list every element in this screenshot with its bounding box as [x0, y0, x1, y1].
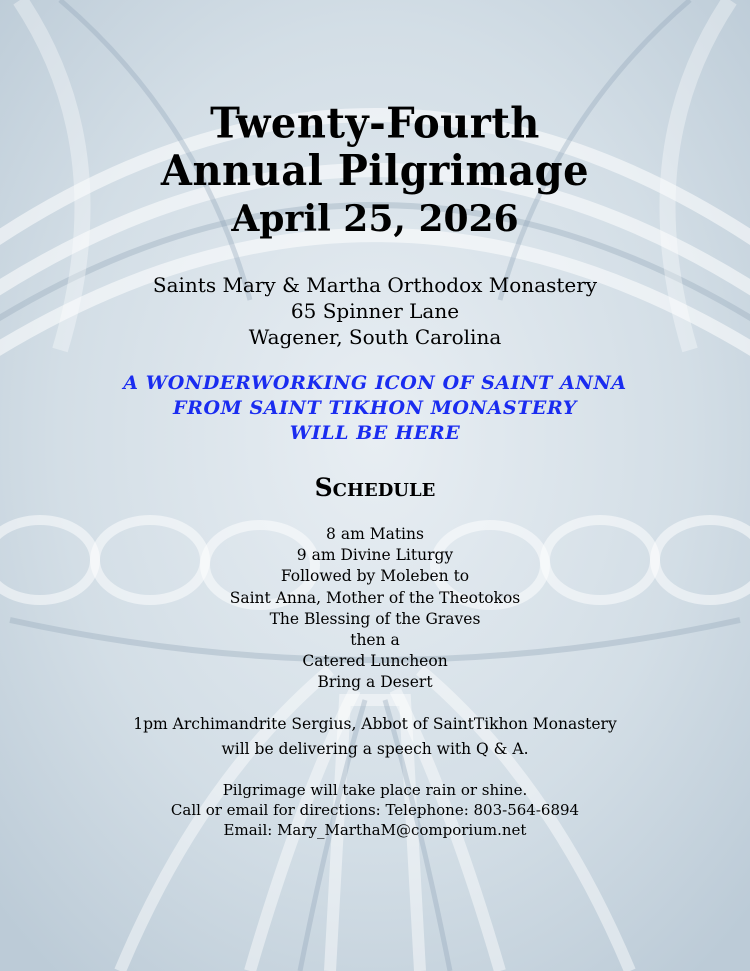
address-line-3: Wagener, South Carolina [248, 325, 502, 349]
address-line-2: 65 Spinner Lane [290, 299, 460, 323]
icon-notice-line-2: FROM SAINT TIKHON MONASTERY [173, 397, 577, 419]
title-line-2: Annual Pilgrimage [160, 145, 590, 196]
contact-line-1: Pilgrimage will take place rain or shine. [222, 781, 528, 799]
event-date: April 25, 2026 [231, 198, 519, 240]
schedule-item: Bring a Desert [317, 673, 433, 692]
address-line-1: Saints Mary & Martha Orthodox Monastery [152, 273, 598, 297]
monastery-address [0, 272, 750, 350]
schedule-item: Followed by Moleben to [280, 567, 470, 586]
page-title [0, 100, 750, 195]
title-line-1: Twenty-Fourth [210, 98, 540, 149]
schedule-item: Saint Anna, Mother of the Theotokos [229, 588, 521, 607]
contact-phone: Call or email for directions: Telephone: 803-564-6894 [170, 801, 580, 819]
contact-email: Email: Mary_MarthaM@comporium.net [223, 821, 527, 839]
schedule-item: 8 am Matins [326, 525, 424, 543]
speech-line-1: 1pm Archimandrite Sergius, Abbot of SaintTikhon Monastery [133, 715, 617, 733]
schedule-item: The Blessing of the Graves [269, 609, 481, 628]
schedule-heading: Schedule [314, 473, 436, 502]
speech-line-2: will be delivering a speech with Q & A. [221, 740, 529, 758]
icon-notice-line-1: A WONDERWORKING ICON OF SAINT ANNA [123, 372, 627, 394]
schedule-item: Catered Luncheon [302, 652, 448, 671]
schedule-list [0, 524, 750, 694]
icon-notice [0, 371, 750, 446]
schedule-item: 9 am Divine Liturgy [296, 546, 454, 565]
contact-info [0, 780, 750, 840]
schedule-item: then a [350, 631, 400, 650]
icon-notice-line-3: WILL BE HERE [289, 422, 461, 444]
speech-announcement [0, 712, 750, 762]
